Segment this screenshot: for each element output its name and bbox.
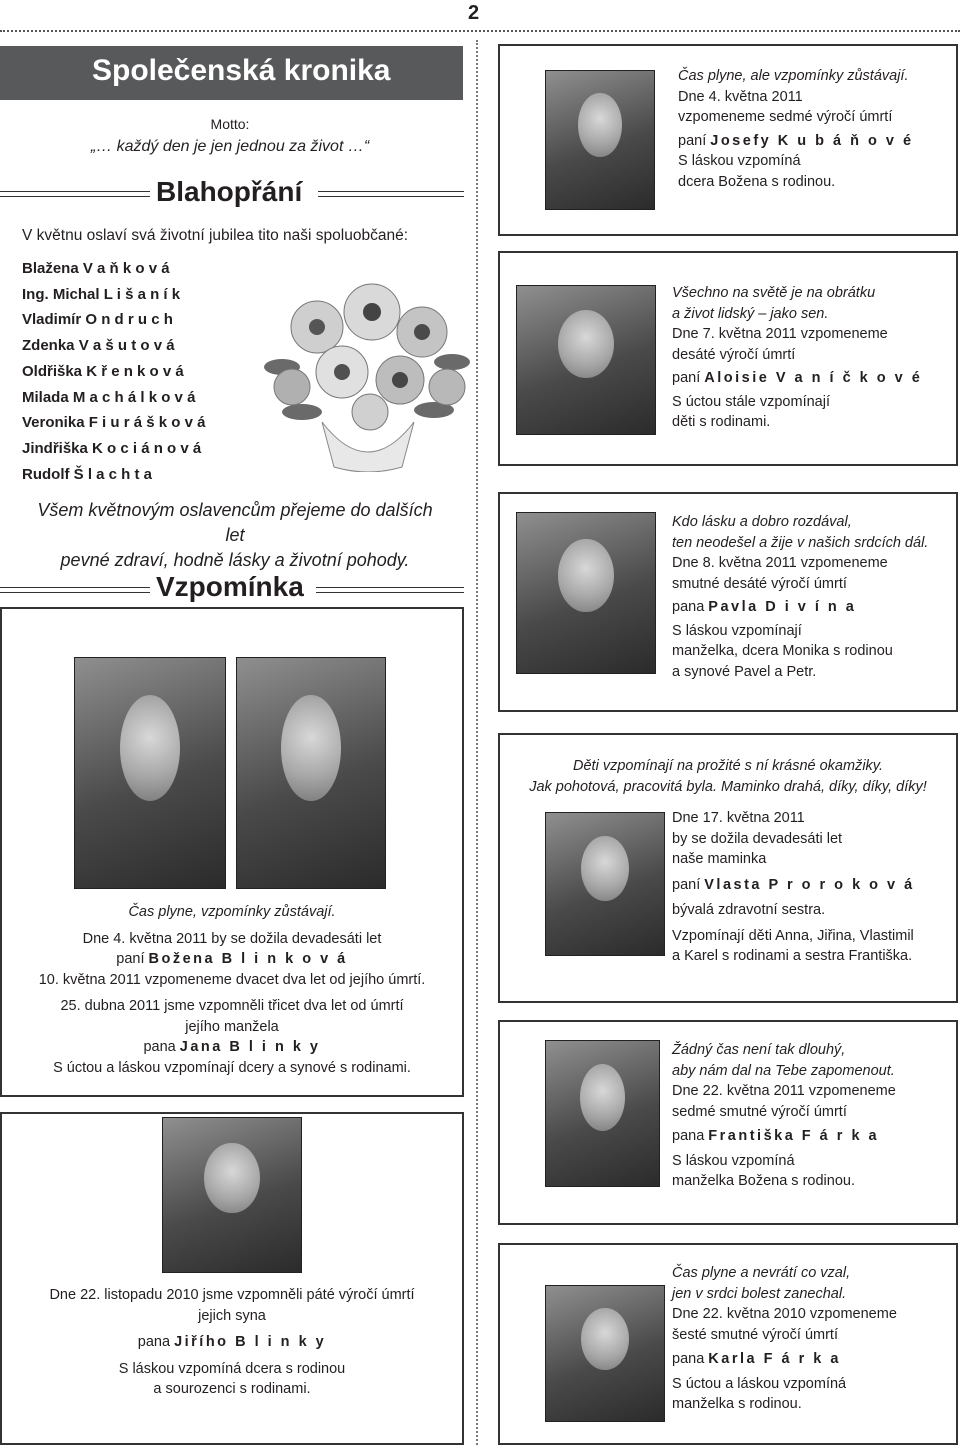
photo-aloisie-vanickova	[516, 285, 656, 435]
flower-bouquet-image	[262, 272, 474, 472]
list-item: Ing. Michal L i š a n í k	[22, 285, 181, 303]
motto-text: „… každý den je jen jednou za život …“	[90, 138, 370, 155]
top-dotted-rule	[0, 30, 960, 32]
photo-pavel-divin	[516, 512, 656, 674]
list-item: Veronika F i u r á š k o v á	[22, 414, 206, 432]
list-item: Milada M a c h á l k o v á	[22, 388, 196, 406]
memorial-text-kubanova: Čas plyne, ale vzpomínky zůstávají. Dne 4. května 2011 vzpomeneme sedmé výročí úmrtí paní Josefy K u b á ň o v é S láskou vzpomíná dcera Božena s rodinou.	[678, 68, 914, 190]
rule-left	[0, 191, 150, 197]
page-number: 2	[468, 2, 480, 24]
jubilee-wish: Všem květnovým oslavencům přejeme do dalších let pevné zdraví, hodně lásky a životní pohody.	[37, 500, 433, 570]
rule-right	[318, 191, 464, 197]
vzpominka-title: Vzpomínka	[150, 571, 310, 603]
jubilee-list	[22, 256, 205, 487]
jubilee-intro: V květnu oslaví svá životní jubilea tito naši spoluobčané:	[22, 227, 409, 244]
memorial-text-prorokova: Dne 17. května 2011 by se dožila devadesáti let naše maminka paní Vlasta P r o r o k o v á bývalá zdravotní sestra. Vzpomínají děti Anna, Jiřina, Vlastimil a Karel s rodinami a sestra Františka.	[672, 810, 915, 964]
list-item: Zdenka V a š u t o v á	[22, 337, 175, 355]
memorial-text-frantisek-farek: Žádný čas není tak dlouhý, aby nám dal na Tebe zapomenout. Dne 22. května 2011 vzpomeneme sedmé smutné výročí úmrtí pana Františka F á r k a S láskou vzpomíná manželka Božena s rodinou.	[672, 1042, 896, 1189]
photo-josefa-kubanova	[545, 70, 655, 210]
photo-jiri-blinka	[162, 1117, 302, 1273]
memorial-quote-prorokova: Děti vzpomínají na prožité s ní krásné okamžiky. Jak pohotová, pracovitá byla. Maminko drahá, díky, díky, díky!	[529, 758, 927, 795]
photo-vlasta-prorokova	[545, 812, 665, 956]
list-item: Blažena V a ň k o v á	[22, 260, 170, 277]
photo-karel-farek	[545, 1285, 665, 1422]
blahoprani-title: Blahopřání	[150, 176, 308, 208]
photo-jan-blinka	[74, 657, 226, 889]
column-divider	[476, 40, 478, 1445]
photo-frantisek-farek	[545, 1040, 660, 1187]
memorial-text-jiri: Dne 22. listopadu 2010 jsme vzpomněli páté výročí úmrtí jejich syna pana Jiřího B l i n k y S láskou vzpomíná dcera s rodinou a sourozenci s rodinami.	[49, 1287, 415, 1397]
memorial-text-blinkovi: Čas plyne, vzpomínky zůstávají. Dne 4. května 2011 by se dožila devadesáti let paní Božena B l i n k o v á 10. května 2011 vzpomeneme dvacet dva let od jejího úmrtí. 25. dubna 2011 jsme vzpomněli třicet dva let od úmrtí jejího manžela pana Jana B l i n k y S úctou a láskou vzpomínají dcery a synové s rodinami.	[38, 904, 426, 1076]
memorial-text-vanickova: Všechno na světě je na obrátku a život lidský – jako sen. Dne 7. května 2011 vzpomeneme desáté výročí úmrtí paní Aloisie V a n í č k o v é S úctou stále vzpomínají děti s rodinami.	[672, 285, 923, 430]
list-item: Vladimír O n d r u c h	[22, 311, 173, 329]
memorial-text-divina: Kdo lásku a dobro rozdával, ten neodešel a žije v našich srdcích dál. Dne 8. května 2011 vzpomeneme smutné desáté výročí úmrtí pana Pavla D i v í n a S láskou vzpomínají manželka, dcera Monika s rodinou a synové Pavel a Petr.	[672, 514, 929, 680]
section-title: Společenská kronika	[92, 54, 391, 87]
list-item: Jindřiška K o c i á n o v á	[22, 439, 202, 457]
photo-bozena-blinkova	[236, 657, 386, 889]
list-item: Oldřiška K ř e n k o v á	[22, 362, 184, 380]
motto-label: Motto:	[210, 116, 250, 132]
list-item: Rudolf Š l a c h t a	[22, 465, 153, 483]
memorial-text-karel-farek: Čas plyne a nevrátí co vzal, jen v srdci bolest zanechal. Dne 22. května 2010 vzpomeneme šesté smutné výročí úmrtí pana Karla F á r k a S úctou a láskou vzpomíná manželka s rodinou.	[672, 1265, 897, 1412]
rule-right	[316, 587, 464, 593]
rule-left	[0, 587, 150, 593]
